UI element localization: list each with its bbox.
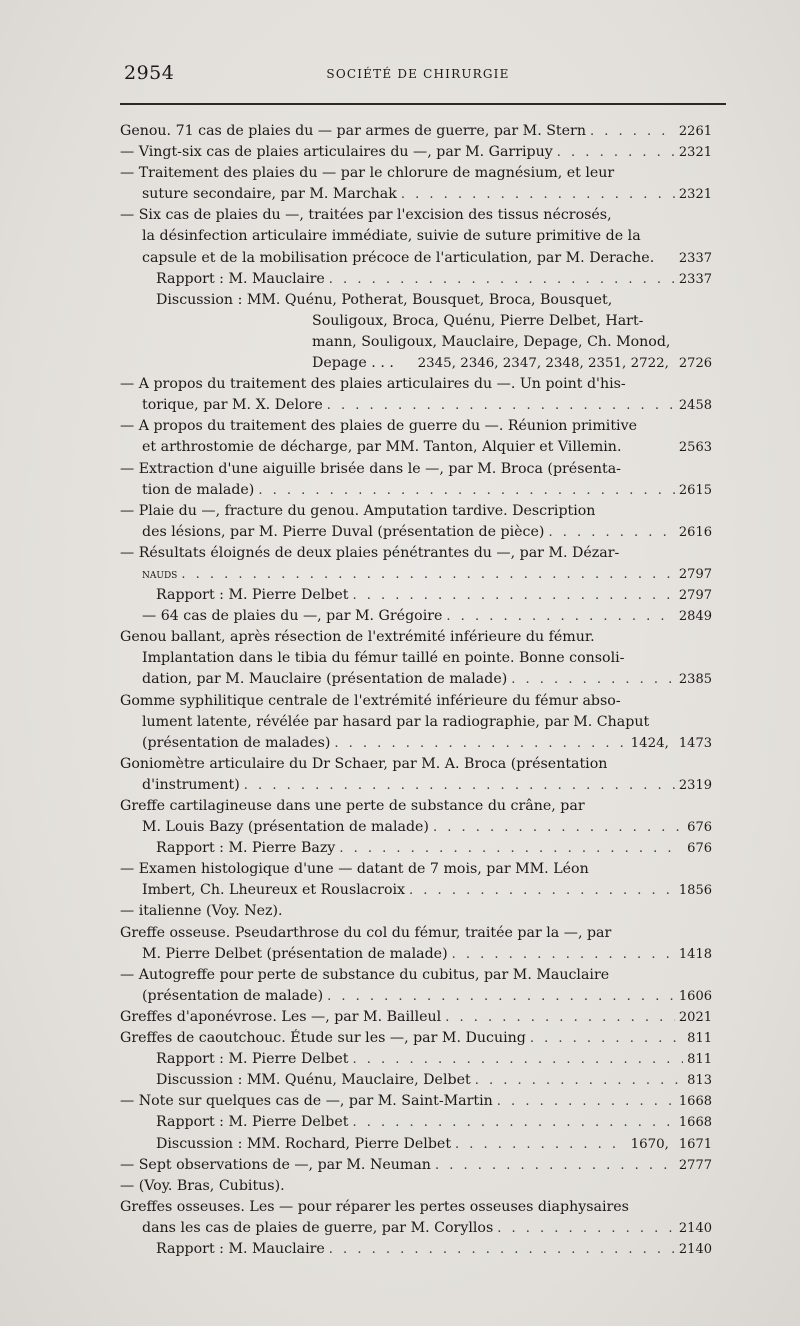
journal-title: SOCIÉTÉ DE CHIRURGIE [326,67,510,81]
page-ref: 811 [687,1031,712,1047]
leader-dots [409,880,675,901]
index-line: — Sept observations de —, par M. Neuman . . . 2777 [120,1155,712,1176]
page-ref: 2726 [678,356,712,372]
page-ref: 2140 [678,1220,712,1236]
leader-dots [455,1134,627,1155]
page-refs: 1424, [630,735,669,751]
leader-dots [445,1007,675,1028]
index-line: Rapport : M. Pierre Delbet . . . 811 [120,1049,712,1070]
leader-dots [446,606,674,627]
index-line: — Autogreffe pour perte de substance du cubitus, par M. Mauclaire [120,966,610,983]
leader-dots [352,1049,683,1070]
leader-dots [511,669,675,690]
page-ref: 1473 [678,735,712,751]
index-line: Discussion : MM. Quénu, Potherat, Bousquet, Broca, Bousquet, [156,291,613,308]
index-line: — Note sur quelques cas de —, par M. Saint-Martin . . . 1668 [120,1091,712,1112]
page-ref: 2321 [678,187,712,203]
leader-dots [329,1239,675,1260]
leader-dots [475,1070,683,1091]
page-ref: 1668 [678,1115,712,1131]
page-ref: 1418 [678,946,712,962]
index-line: Rapport : M. Pierre Bazy . . . 676 [120,838,712,859]
page-ref: 676 [687,820,712,836]
index-line: M. Louis Bazy (présentation de malade) . . . 676 [120,817,712,838]
index-line: — Extraction d'une aiguille brisée dans le —, par M. Broca (présenta- [120,460,621,477]
leader-dots [352,585,674,606]
index-line: Souligoux, Broca, Quénu, Pierre Delbet, Hart- [312,312,644,329]
page-ref: 813 [687,1073,712,1089]
leader-dots [452,944,675,965]
index-line: Greffe cartilagineuse dans une perte de substance du crâne, par [120,798,585,814]
index-line: lument latente, révélée par hasard par la radiographie, par M. Chaput [142,713,650,730]
page-ref: 811 [687,1052,712,1068]
page-ref: 2797 [678,588,712,604]
page-ref: 1668 [678,1094,712,1110]
leader-dots [258,480,675,501]
index-line: d'instrument) . . . 2319 [120,775,712,796]
page-ref: 1606 [678,988,712,1004]
leader-dots [497,1218,675,1239]
index-line: Greffes d'aponévrose. Les —, par M. Bailleul . . . 2021 [120,1007,712,1028]
index-line: Rapport : M. Pierre Delbet . . . 1668 [120,1112,712,1133]
leader-dots [548,522,674,543]
header-rule [120,103,726,105]
page-ref: 2140 [678,1241,712,1257]
index-line: — Plaie du —, fracture du genou. Amputation tardive. Description [120,502,596,519]
index-line: Depage . . . 2345, 2346, 2347, 2348, 2351, 2722, 2726 [120,353,712,374]
page-ref: 2615 [678,482,712,498]
index-line: mann, Souligoux, Mauclaire, Depage, Ch. Monod, [312,333,671,350]
page-ref: 2261 [678,124,712,139]
index-line: Genou ballant, après résection de l'extrémité inférieure du fémur. [120,629,595,646]
leader-dots [181,564,675,585]
index-line: suture secondaire, par M. Marchak . . . 2321 [120,184,712,205]
index-line: Rapport : M. Pierre Delbet . . . 2797 [120,585,712,606]
page-ref: 2321 [678,145,712,161]
running-head [124,62,712,86]
index-line: — Résultats éloignés de deux plaies pénétrantes du —, par M. Dézar- [120,544,620,561]
page-ref: 1856 [678,883,712,899]
leader-dots [557,142,675,163]
page-ref: 2777 [678,1157,712,1173]
leader-dots [590,121,675,142]
index-line: — Examen histologique d'une — datant de 7 mois, par MM. Léon [120,861,589,878]
index-line: Discussion : MM. Quénu, Mauclaire, Delbet . . . 813 [120,1070,712,1091]
leader-dots [433,817,683,838]
page-ref: 2849 [678,609,712,625]
page-ref: 2797 [678,566,712,582]
page-ref: 676 [687,841,712,857]
leader-dots [497,1091,675,1112]
index-line: torique, par M. X. Delore . . . 2458 [120,395,712,416]
page-ref: 2021 [678,1009,712,1025]
page-ref: 1671 [678,1136,712,1152]
page-ref: 2337 [678,271,712,287]
index-line: Greffes osseuses. Les — pour réparer les pertes osseuses diaphysaires [120,1198,629,1215]
index-line: des lésions, par M. Pierre Duval (présentation de pièce) . . . 2616 [120,522,712,543]
index-line: Greffe osseuse. Pseudarthrose du col du fémur, traitée par la —, par [120,924,612,941]
index-line: dation, par M. Mauclaire (présentation de malade) . . . 2385 [120,669,712,690]
index-line: la désinfection articulaire immédiate, suivie de suture primitive de la [142,228,641,245]
page-ref: 2337 [678,250,712,266]
index-line: Gomme syphilitique centrale de l'extrémité inférieure du fémur abso- [120,692,621,709]
leader-dots [327,986,675,1007]
index-line: Genou. 71 cas de plaies du — par armes de guerre, par M. Stern . . . 2261 [120,121,712,142]
index-line: dans les cas de plaies de guerre, par M. Coryllos . . . 2140 [120,1218,712,1239]
index-line: Rapport : M. Mauclaire . . . 2140 [120,1239,712,1260]
index-line: tion de malade) . . . 2615 [120,480,712,501]
page-ref: 2616 [678,524,712,540]
index-entries [120,121,712,1260]
leader-dots [352,1112,674,1133]
index-line: — A propos du traitement des plaies de guerre du —. Réunion primitive [120,418,637,435]
index-line: capsule et de la mobilisation précoce de l'articulation, par M. Derache. 2337 [120,248,712,269]
index-line: — 64 cas de plaies du —, par M. Grégoire . . . 2849 [120,606,712,627]
page-refs: 1670, [630,1136,669,1152]
leader-dots [401,184,675,205]
leader-dots [339,838,683,859]
index-line: et arthrostomie de décharge, par MM. Tanton, Alquier et Villemin. 2563 [120,437,712,458]
index-line: (présentation de malades) . . . 1424, 1473 [120,733,712,754]
index-line: — (Voy. Bras, Cubitus). [120,1177,285,1194]
leader-dots [329,269,675,290]
index-line: M. Pierre Delbet (présentation de malade) . . . 1418 [120,944,712,965]
page-ref: 2319 [678,777,712,793]
leader-dots [530,1028,683,1049]
index-line: — Vingt-six cas de plaies articulaires du —, par M. Garripuy . . . 2321 [120,142,712,163]
page-number: 2954 [124,62,175,84]
index-line: Rapport : M. Mauclaire . . . 2337 [120,269,712,290]
page-ref: 2563 [678,440,712,456]
index-line: (présentation de malade) . . . 1606 [120,986,712,1007]
page-ref: 2458 [678,398,712,414]
index-line: — italienne (Voy. Nez). [120,903,283,920]
index-line: Goniomètre articulaire du Dr Schaer, par M. A. Broca (présentation [120,755,608,772]
index-line: Imbert, Ch. Lheureux et Rouslacroix . . . 1856 [120,880,712,901]
leader-dots [327,395,675,416]
index-line: — A propos du traitement des plaies articulaires du —. Un point d'his- [120,376,626,393]
index-line: — Traitement des plaies du — par le chlorure de magnésium, et leur [120,165,615,182]
leader-dots [334,733,626,754]
index-line: Implantation dans le tibia du fémur taillé en pointe. Bonne consoli- [142,650,625,667]
page-ref: 2385 [678,672,712,688]
index-line: — Six cas de plaies du —, traitées par l'excision des tissus nécrosés, [120,207,612,224]
index-line: nauds . . . 2797 [120,564,712,585]
leader-dots [435,1155,675,1176]
index-line: Discussion : MM. Rochard, Pierre Delbet . . . 1670, 1671 [120,1134,712,1155]
index-line: Greffes de caoutchouc. Étude sur les —, par M. Ducuing . . . 811 [120,1028,712,1049]
leader-dots [244,775,675,796]
page-refs: 2345, 2346, 2347, 2348, 2351, 2722, [417,356,669,372]
